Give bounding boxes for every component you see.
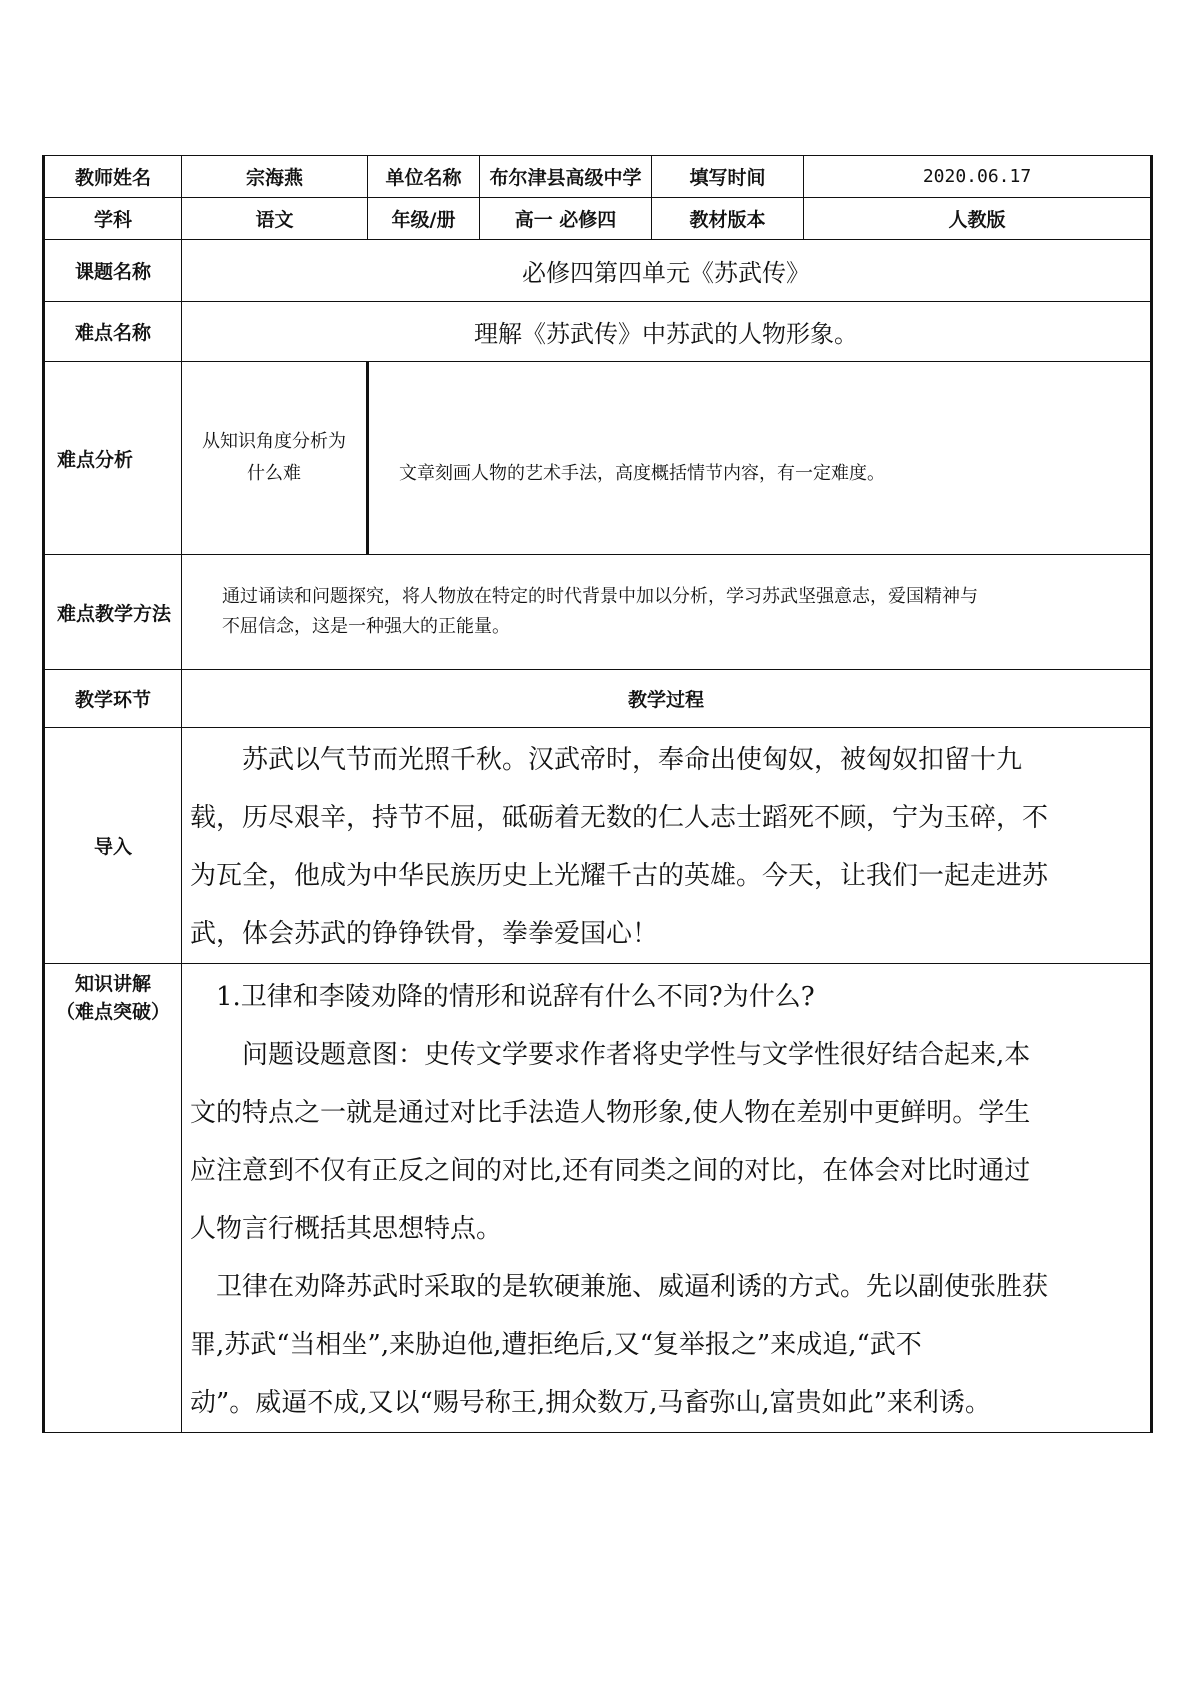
edition-label: 教材版本 bbox=[652, 198, 804, 240]
topic-value: 必修四第四单元《苏武传》 bbox=[182, 240, 1152, 302]
school-value: 布尔津县高级中学 bbox=[480, 156, 652, 198]
topic-row bbox=[44, 240, 1152, 302]
intro-line-4: 武，体会苏武的铮铮铁骨，拳拳爱国心！ bbox=[190, 919, 659, 949]
method-line-2: 不屈信念，这是一种强大的正能量。 bbox=[222, 616, 510, 637]
analysis-sub-label-line1: 从知识角度分析为 bbox=[202, 431, 346, 452]
method-value bbox=[182, 555, 1152, 670]
knowledge-line-5: 人物言行概括其思想特点。 bbox=[190, 1214, 503, 1244]
intro-line-2: 载，历尽艰辛，持节不屈，砥砺着无数的仁人志士蹈死不顾，宁为玉碎，不 bbox=[190, 803, 1049, 833]
process-stage-label: 教学环节 bbox=[44, 670, 182, 728]
analysis-row bbox=[44, 362, 1152, 555]
knowledge-line-2: 问题设题意图：史传文学要求作者将史学性与文学性很好结合起来,本 bbox=[242, 1040, 1031, 1070]
grade-value: 高一 必修四 bbox=[480, 198, 652, 240]
teacher-name-label: 教师姓名 bbox=[44, 156, 182, 198]
knowledge-line-6: 卫律在劝降苏武时采取的是软硬兼施、威逼利诱的方式。先以副使张胜获 bbox=[216, 1272, 1049, 1302]
analysis-value: 文章刻画人物的艺术手法，高度概括情节内容，有一定难度。 bbox=[368, 362, 1152, 555]
knowledge-line-7: 罪,苏武“当相坐”,来胁迫他,遭拒绝后,又“复举报之”来成追,“武不 bbox=[190, 1330, 922, 1360]
date-value: 2020.06.17 bbox=[804, 156, 1152, 198]
subject-label: 学科 bbox=[44, 198, 182, 240]
edition-value: 人教版 bbox=[804, 198, 1152, 240]
knowledge-row bbox=[44, 964, 1152, 1433]
grade-label: 年级/册 bbox=[368, 198, 480, 240]
header-row-1 bbox=[44, 156, 1152, 198]
school-label: 单位名称 bbox=[368, 156, 480, 198]
teacher-name-value: 宗海燕 bbox=[182, 156, 368, 198]
topic-label: 课题名称 bbox=[44, 240, 182, 302]
lesson-plan-table bbox=[42, 155, 1153, 1433]
knowledge-label-line1: 知识讲解 bbox=[74, 973, 151, 995]
knowledge-line-4: 应注意到不仅有正反之间的对比,还有同类之间的对比，在体会对比时通过 bbox=[190, 1156, 1031, 1186]
analysis-label: 难点分析 bbox=[44, 362, 182, 555]
intro-label: 导入 bbox=[44, 728, 182, 964]
knowledge-label bbox=[44, 964, 182, 1433]
process-content-label: 教学过程 bbox=[182, 670, 1152, 728]
header-row-2 bbox=[44, 198, 1152, 240]
analysis-sub-label-line2: 什么难 bbox=[247, 463, 301, 484]
lesson-plan-sheet bbox=[42, 155, 1150, 1433]
difficulty-row bbox=[44, 302, 1152, 362]
knowledge-content bbox=[182, 964, 1152, 1433]
knowledge-label-line2: （难点突破） bbox=[55, 1001, 170, 1023]
method-line-1: 通过诵读和问题探究，将人物放在特定的时代背景中加以分析，学习苏武坚强意志，爱国精神与 bbox=[222, 586, 978, 607]
process-header-row bbox=[44, 670, 1152, 728]
intro-line-3: 为瓦全，他成为中华民族历史上光耀千古的英雄。今天，让我们一起走进苏 bbox=[190, 861, 1049, 891]
difficulty-label: 难点名称 bbox=[44, 302, 182, 362]
method-label: 难点教学方法 bbox=[44, 555, 182, 670]
intro-row bbox=[44, 728, 1152, 964]
knowledge-line-8: 动”。威逼不成,又以“赐号称王,拥众数万,马畜弥山,富贵如此”来利诱。 bbox=[190, 1388, 991, 1418]
date-label: 填写时间 bbox=[652, 156, 804, 198]
method-row bbox=[44, 555, 1152, 670]
subject-value: 语文 bbox=[182, 198, 368, 240]
knowledge-line-3: 文的特点之一就是通过对比手法造人物形象,使人物在差别中更鲜明。学生 bbox=[190, 1098, 1031, 1128]
intro-line-1: 苏武以气节而光照千秋。汉武帝时，奉命出使匈奴，被匈奴扣留十九 bbox=[242, 745, 1023, 775]
difficulty-value: 理解《苏武传》中苏武的人物形象。 bbox=[182, 302, 1152, 362]
analysis-sub-label bbox=[182, 362, 368, 555]
knowledge-question: 1.卫律和李陵劝降的情形和说辞有什么不同?为什么? bbox=[216, 982, 815, 1012]
intro-content bbox=[182, 728, 1152, 964]
